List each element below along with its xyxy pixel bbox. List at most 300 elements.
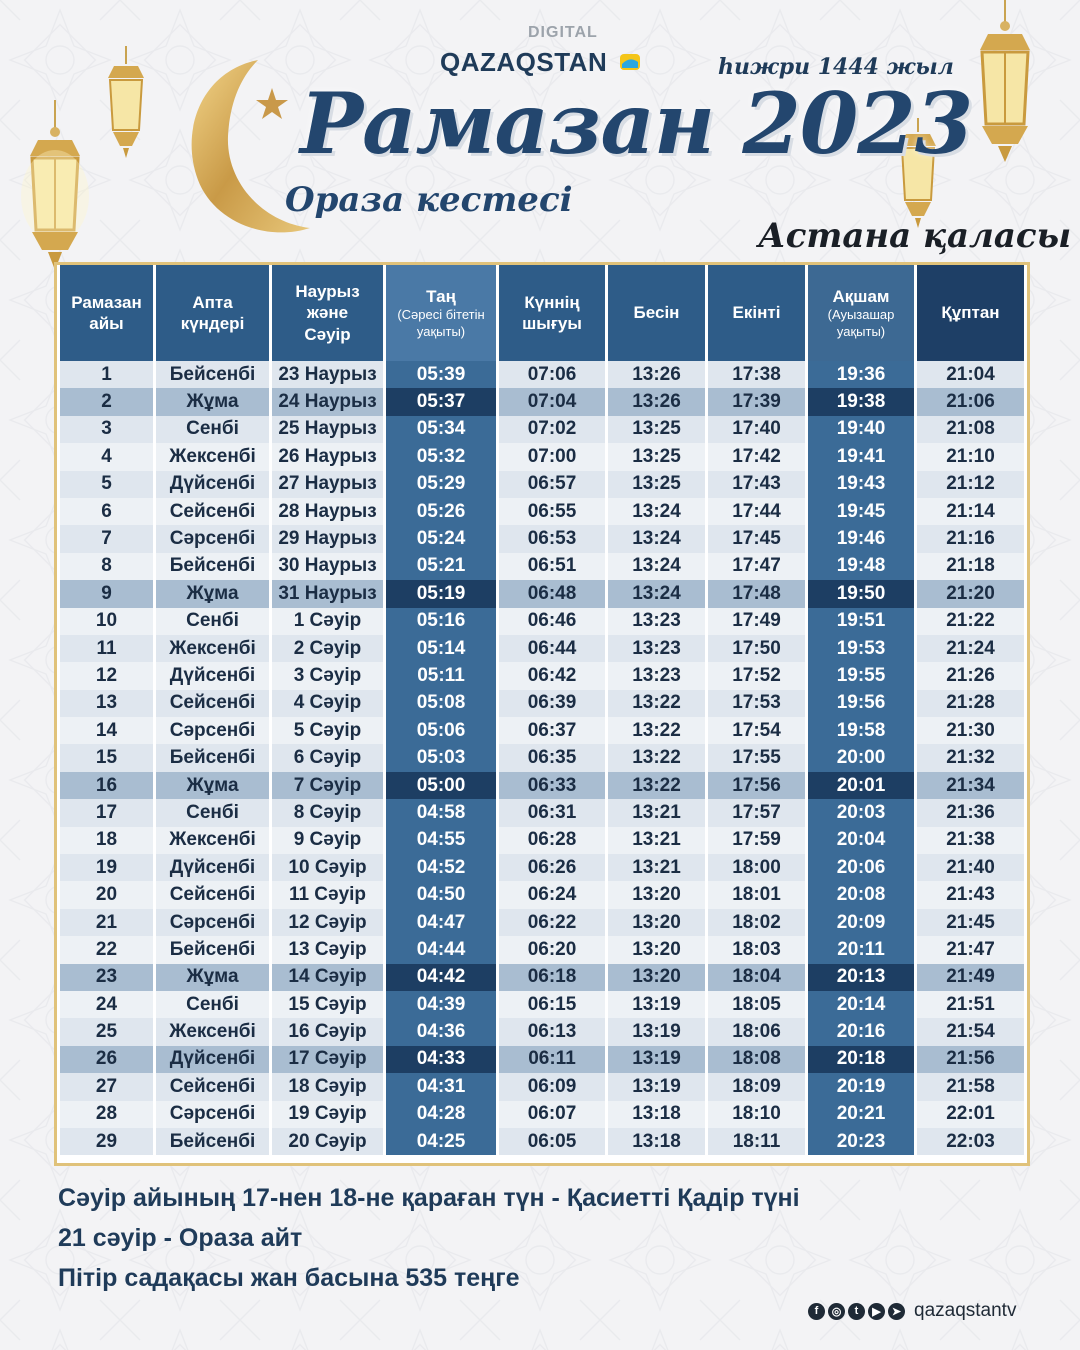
ramadan-day-cell: 12 [60,662,153,689]
aksham-time-cell: 19:53 [808,635,914,662]
table-row [60,471,1024,498]
weekday-cell: Бейсенбі [156,553,269,580]
sunrise-time-cell: 06:24 [499,881,605,908]
sunrise-time-cell: 07:04 [499,388,605,415]
table-row [60,744,1024,771]
besin-time-cell: 13:25 [608,471,705,498]
aksham-time-cell: 19:46 [808,525,914,552]
aksham-time-cell: 19:40 [808,416,914,443]
tang-time-cell: 05:24 [386,525,496,552]
aksham-time-cell: 19:51 [808,608,914,635]
hijri-year: һижри 1444 жыл [718,54,954,80]
kuptan-time-cell: 21:18 [917,553,1024,580]
sunrise-time-cell: 06:13 [499,1018,605,1045]
col-sunrise: Күннің шығуы [499,265,605,361]
kuptan-time-cell: 21:24 [917,635,1024,662]
besin-time-cell: 13:24 [608,525,705,552]
tang-time-cell: 05:32 [386,443,496,470]
sunrise-time-cell: 06:44 [499,635,605,662]
table-row [60,416,1024,443]
tang-time-cell: 04:25 [386,1128,496,1155]
besin-time-cell: 13:20 [608,964,705,991]
ekinti-time-cell: 18:01 [708,881,805,908]
weekday-cell: Бейсенбі [156,361,269,388]
ramadan-day-cell: 29 [60,1128,153,1155]
aksham-time-cell: 19:43 [808,471,914,498]
ramadan-day-cell: 7 [60,525,153,552]
table-row [60,1046,1024,1073]
aksham-time-cell: 19:56 [808,690,914,717]
kuptan-time-cell: 21:36 [917,799,1024,826]
ramadan-day-cell: 15 [60,744,153,771]
weekday-cell: Жұма [156,772,269,799]
ekinti-time-cell: 17:54 [708,717,805,744]
ekinti-time-cell: 17:50 [708,635,805,662]
kuptan-time-cell: 21:32 [917,744,1024,771]
ekinti-time-cell: 18:04 [708,964,805,991]
date-cell: 18 Сәуір [272,1073,383,1100]
lantern-left-large-icon [8,100,103,280]
col-ekinti: Екінті [708,265,805,361]
page-subtitle: Ораза кестесі [285,180,573,220]
weekday-cell: Бейсенбі [156,936,269,963]
besin-time-cell: 13:26 [608,388,705,415]
ekinti-time-cell: 17:52 [708,662,805,689]
besin-time-cell: 13:18 [608,1128,705,1155]
date-cell: 2 Сәуір [272,635,383,662]
weekday-cell: Сәрсенбі [156,717,269,744]
social-handle[interactable]: qazaqstantv [914,1300,1017,1321]
sunrise-time-cell: 06:15 [499,991,605,1018]
col-date: Наурыз және Сәуір [272,265,383,361]
besin-time-cell: 13:24 [608,580,705,607]
col-kuptan: Құптан [917,265,1024,361]
ekinti-time-cell: 17:42 [708,443,805,470]
ekinti-time-cell: 17:47 [708,553,805,580]
weekday-cell: Жексенбі [156,1018,269,1045]
date-cell: 9 Сәуір [272,827,383,854]
social-links [808,1300,1016,1322]
date-cell: 24 Наурыз [272,388,383,415]
sunrise-time-cell: 06:51 [499,553,605,580]
ekinti-time-cell: 17:44 [708,498,805,525]
date-cell: 4 Сәуір [272,690,383,717]
city-name: Астана қаласы [758,216,1072,256]
page-title: Рамазан 2023 [300,74,973,173]
ramadan-day-cell: 13 [60,690,153,717]
date-cell: 29 Наурыз [272,525,383,552]
date-cell: 16 Сәуір [272,1018,383,1045]
tang-time-cell: 04:33 [386,1046,496,1073]
weekday-cell: Сәрсенбі [156,525,269,552]
ramadan-day-cell: 9 [60,580,153,607]
besin-time-cell: 13:26 [608,361,705,388]
crescent-moon-icon [170,52,320,252]
weekday-cell: Сейсенбі [156,1073,269,1100]
besin-time-cell: 13:19 [608,1046,705,1073]
tang-time-cell: 04:50 [386,881,496,908]
kuptan-time-cell: 21:51 [917,991,1024,1018]
aksham-time-cell: 20:03 [808,799,914,826]
tang-time-cell: 04:28 [386,1101,496,1128]
ekinti-time-cell: 18:08 [708,1046,805,1073]
ekinti-time-cell: 18:02 [708,909,805,936]
date-cell: 1 Сәуір [272,608,383,635]
besin-time-cell: 13:20 [608,881,705,908]
kuptan-time-cell: 21:54 [917,1018,1024,1045]
date-cell: 6 Сәуір [272,744,383,771]
ekinti-time-cell: 17:38 [708,361,805,388]
sunrise-time-cell: 06:37 [499,717,605,744]
date-cell: 28 Наурыз [272,498,383,525]
aksham-time-cell: 20:01 [808,772,914,799]
table-row [60,498,1024,525]
ramadan-day-cell: 28 [60,1101,153,1128]
tang-time-cell: 05:26 [386,498,496,525]
weekday-cell: Сенбі [156,608,269,635]
besin-time-cell: 13:24 [608,498,705,525]
kuptan-time-cell: 21:08 [917,416,1024,443]
tang-time-cell: 04:52 [386,854,496,881]
besin-time-cell: 13:19 [608,1018,705,1045]
date-cell: 30 Наурыз [272,553,383,580]
aksham-time-cell: 20:21 [808,1101,914,1128]
weekday-cell: Сейсенбі [156,690,269,717]
table-row [60,772,1024,799]
tang-time-cell: 05:39 [386,361,496,388]
sunrise-time-cell: 06:42 [499,662,605,689]
sunrise-time-cell: 06:28 [499,827,605,854]
date-cell: 8 Сәуір [272,799,383,826]
ramadan-day-cell: 27 [60,1073,153,1100]
aksham-time-cell: 19:55 [808,662,914,689]
tang-time-cell: 04:55 [386,827,496,854]
kuptan-time-cell: 21:45 [917,909,1024,936]
ekinti-time-cell: 18:05 [708,991,805,1018]
sunrise-time-cell: 06:55 [499,498,605,525]
table-row [60,717,1024,744]
tang-time-cell: 05:00 [386,772,496,799]
besin-time-cell: 13:18 [608,1101,705,1128]
table-row [60,525,1024,552]
tang-time-cell: 05:34 [386,416,496,443]
kuptan-time-cell: 21:49 [917,964,1024,991]
youtube-icon[interactable]: ▶ [868,1303,885,1320]
kuptan-time-cell: 21:40 [917,854,1024,881]
tang-time-cell: 05:29 [386,471,496,498]
besin-time-cell: 13:24 [608,553,705,580]
ekinti-time-cell: 17:40 [708,416,805,443]
besin-time-cell: 13:20 [608,936,705,963]
kuptan-time-cell: 21:34 [917,772,1024,799]
date-cell: 26 Наурыз [272,443,383,470]
aksham-time-cell: 20:08 [808,881,914,908]
telegram-icon[interactable]: ➤ [888,1303,905,1320]
ekinti-time-cell: 17:39 [708,388,805,415]
sunrise-time-cell: 06:22 [499,909,605,936]
tang-time-cell: 05:21 [386,553,496,580]
table-row [60,799,1024,826]
aksham-time-cell: 20:16 [808,1018,914,1045]
col-weekday: Апта күндері [156,265,269,361]
date-cell: 11 Сәуір [272,881,383,908]
weekday-cell: Сейсенбі [156,881,269,908]
date-cell: 10 Сәуір [272,854,383,881]
weekday-cell: Сенбі [156,991,269,1018]
tang-time-cell: 04:44 [386,936,496,963]
aksham-time-cell: 20:09 [808,909,914,936]
table-row [60,964,1024,991]
sunrise-time-cell: 06:20 [499,936,605,963]
ramadan-day-cell: 14 [60,717,153,744]
ekinti-time-cell: 18:09 [708,1073,805,1100]
ramadan-day-cell: 18 [60,827,153,854]
besin-time-cell: 13:25 [608,416,705,443]
kuptan-time-cell: 21:12 [917,471,1024,498]
ekinti-time-cell: 18:10 [708,1101,805,1128]
tang-time-cell: 04:36 [386,1018,496,1045]
weekday-cell: Бейсенбі [156,744,269,771]
ekinti-time-cell: 17:53 [708,690,805,717]
weekday-cell: Жұма [156,580,269,607]
ramadan-day-cell: 20 [60,881,153,908]
note-eid: 21 сәуір - Ораза айт [58,1224,303,1252]
col-besin: Бесін [608,265,705,361]
besin-time-cell: 13:22 [608,717,705,744]
tang-time-cell: 05:06 [386,717,496,744]
tang-time-cell: 05:08 [386,690,496,717]
date-cell: 13 Сәуір [272,936,383,963]
brand-mark-icon [618,52,642,72]
tang-time-cell: 05:03 [386,744,496,771]
besin-time-cell: 13:21 [608,799,705,826]
kuptan-time-cell: 21:10 [917,443,1024,470]
table-row [60,854,1024,881]
table-row [60,608,1024,635]
kuptan-time-cell: 21:47 [917,936,1024,963]
besin-time-cell: 13:25 [608,443,705,470]
aksham-time-cell: 20:18 [808,1046,914,1073]
table-row [60,635,1024,662]
kuptan-time-cell: 21:58 [917,1073,1024,1100]
table-row [60,553,1024,580]
facebook-icon[interactable]: f [808,1303,825,1320]
besin-time-cell: 13:23 [608,635,705,662]
besin-time-cell: 13:19 [608,1073,705,1100]
weekday-cell: Жексенбі [156,443,269,470]
sunrise-time-cell: 06:07 [499,1101,605,1128]
kuptan-time-cell: 21:20 [917,580,1024,607]
twitter-icon[interactable]: t [848,1303,865,1320]
aksham-time-cell: 20:19 [808,1073,914,1100]
sunrise-time-cell: 06:57 [499,471,605,498]
kuptan-time-cell: 21:06 [917,388,1024,415]
table-row [60,361,1024,388]
col-ramadan-day: Рамазан айы [60,265,153,361]
table-row [60,881,1024,908]
kuptan-time-cell: 21:30 [917,717,1024,744]
aksham-time-cell: 19:45 [808,498,914,525]
ramadan-day-cell: 5 [60,471,153,498]
brand-name: QAZAQSTAN [440,47,608,77]
kuptan-time-cell: 21:22 [917,608,1024,635]
date-cell: 7 Сәуір [272,772,383,799]
star-icon [256,88,288,119]
ekinti-time-cell: 18:03 [708,936,805,963]
date-cell: 31 Наурыз [272,580,383,607]
date-cell: 25 Наурыз [272,416,383,443]
aksham-time-cell: 19:38 [808,388,914,415]
weekday-cell: Жұма [156,964,269,991]
ramadan-day-cell: 17 [60,799,153,826]
ramadan-day-cell: 1 [60,361,153,388]
ramadan-day-cell: 25 [60,1018,153,1045]
kuptan-time-cell: 21:38 [917,827,1024,854]
ramadan-day-cell: 24 [60,991,153,1018]
table-row [60,991,1024,1018]
aksham-time-cell: 19:48 [808,553,914,580]
weekday-cell: Сәрсенбі [156,1101,269,1128]
instagram-icon[interactable]: ◎ [828,1303,845,1320]
table-row [60,580,1024,607]
date-cell: 17 Сәуір [272,1046,383,1073]
aksham-time-cell: 20:14 [808,991,914,1018]
table-row [60,662,1024,689]
kuptan-time-cell: 21:16 [917,525,1024,552]
besin-time-cell: 13:22 [608,772,705,799]
date-cell: 14 Сәуір [272,964,383,991]
weekday-cell: Жексенбі [156,635,269,662]
aksham-time-cell: 19:41 [808,443,914,470]
aksham-time-cell: 19:36 [808,361,914,388]
weekday-cell: Дүйсенбі [156,854,269,881]
lantern-left-small-icon [98,46,154,161]
fasting-schedule-table [57,265,1027,1155]
aksham-time-cell: 20:11 [808,936,914,963]
sunrise-time-cell: 06:35 [499,744,605,771]
besin-time-cell: 13:23 [608,662,705,689]
ekinti-time-cell: 17:56 [708,772,805,799]
ramadan-day-cell: 19 [60,854,153,881]
date-cell: 12 Сәуір [272,909,383,936]
table-row [60,1101,1024,1128]
tang-time-cell: 05:37 [386,388,496,415]
besin-time-cell: 13:22 [608,744,705,771]
aksham-time-cell: 20:04 [808,827,914,854]
sunrise-time-cell: 06:46 [499,608,605,635]
weekday-cell: Сенбі [156,416,269,443]
weekday-cell: Дүйсенбі [156,471,269,498]
kuptan-time-cell: 21:43 [917,881,1024,908]
sunrise-time-cell: 06:53 [499,525,605,552]
table-row [60,909,1024,936]
date-cell: 19 Сәуір [272,1101,383,1128]
besin-time-cell: 13:21 [608,854,705,881]
lantern-right-large-icon [960,0,1050,165]
tang-time-cell: 05:11 [386,662,496,689]
besin-time-cell: 13:23 [608,608,705,635]
aksham-time-cell: 19:50 [808,580,914,607]
kuptan-time-cell: 21:04 [917,361,1024,388]
ramadan-day-cell: 16 [60,772,153,799]
table-row [60,388,1024,415]
ramadan-day-cell: 21 [60,909,153,936]
table-row [60,1018,1024,1045]
besin-time-cell: 13:19 [608,991,705,1018]
besin-time-cell: 13:20 [608,909,705,936]
ramadan-day-cell: 11 [60,635,153,662]
table-row [60,936,1024,963]
note-qadr-night: Сәуір айының 17-нен 18-не қараған түн - Қасиетті Қадір түні [58,1184,800,1212]
sunrise-time-cell: 06:31 [499,799,605,826]
ekinti-time-cell: 17:43 [708,471,805,498]
tang-time-cell: 04:42 [386,964,496,991]
date-cell: 15 Сәуір [272,991,383,1018]
sunrise-time-cell: 07:00 [499,443,605,470]
ekinti-time-cell: 17:59 [708,827,805,854]
tang-time-cell: 05:19 [386,580,496,607]
aksham-time-cell: 20:23 [808,1128,914,1155]
col-aksham: Ақшам (Ауызашар уақыты) [808,265,914,361]
date-cell: 27 Наурыз [272,471,383,498]
ekinti-time-cell: 17:48 [708,580,805,607]
ramadan-day-cell: 3 [60,416,153,443]
kuptan-time-cell: 21:26 [917,662,1024,689]
tang-time-cell: 05:14 [386,635,496,662]
ekinti-time-cell: 17:57 [708,799,805,826]
ramadan-day-cell: 23 [60,964,153,991]
note-fitr-charity: Пітір садақасы жан басына 535 теңге [58,1264,520,1292]
table-row [60,827,1024,854]
ekinti-time-cell: 18:11 [708,1128,805,1155]
aksham-time-cell: 20:00 [808,744,914,771]
col-tang: Таң (Сәресі бітетін уақыты) [386,265,496,361]
weekday-cell: Жексенбі [156,827,269,854]
ramadan-day-cell: 2 [60,388,153,415]
kuptan-time-cell: 21:14 [917,498,1024,525]
sunrise-time-cell: 06:18 [499,964,605,991]
table-header-row [60,265,1024,361]
date-cell: 23 Наурыз [272,361,383,388]
aksham-time-cell: 19:58 [808,717,914,744]
tang-time-cell: 04:47 [386,909,496,936]
ekinti-time-cell: 18:06 [708,1018,805,1045]
kuptan-time-cell: 22:03 [917,1128,1024,1155]
sunrise-time-cell: 06:09 [499,1073,605,1100]
tang-time-cell: 04:39 [386,991,496,1018]
date-cell: 5 Сәуір [272,717,383,744]
sunrise-time-cell: 07:06 [499,361,605,388]
sunrise-time-cell: 06:05 [499,1128,605,1155]
weekday-cell: Сейсенбі [156,498,269,525]
sunrise-time-cell: 06:48 [499,580,605,607]
ekinti-time-cell: 17:45 [708,525,805,552]
kuptan-time-cell: 21:28 [917,690,1024,717]
ramadan-day-cell: 4 [60,443,153,470]
weekday-cell: Жұма [156,388,269,415]
ekinti-time-cell: 18:00 [708,854,805,881]
kuptan-time-cell: 21:56 [917,1046,1024,1073]
tang-time-cell: 04:31 [386,1073,496,1100]
kuptan-time-cell: 22:01 [917,1101,1024,1128]
notes [58,1178,800,1298]
sunrise-time-cell: 07:02 [499,416,605,443]
ramadan-day-cell: 22 [60,936,153,963]
sunrise-time-cell: 06:33 [499,772,605,799]
table-row [60,443,1024,470]
sunrise-time-cell: 06:11 [499,1046,605,1073]
aksham-time-cell: 20:06 [808,854,914,881]
